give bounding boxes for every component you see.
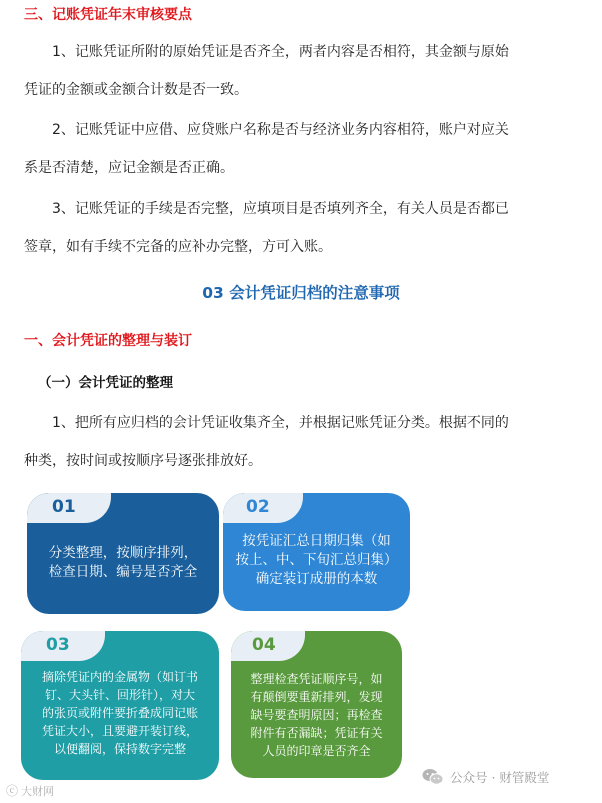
card-04-line-4: 附件有否漏缺；凭证有关 bbox=[250, 726, 383, 740]
paragraph-2-line1: 2、记账凭证中应借、应贷账户名称是否与经济业务内容相符，账户对应关 bbox=[52, 122, 509, 138]
card-03-line-1: 摘除凭证内的金属物（如订书 bbox=[41, 670, 198, 684]
section1-heading: 一、会计凭证的整理与装订 bbox=[24, 333, 192, 349]
card-03-line-5: 以便翻阅，保持数字完整 bbox=[53, 742, 186, 756]
card-01-line-1: 分类整理，按顺序排列， bbox=[48, 545, 198, 561]
card-02-line-3: 确定装订成册的本数 bbox=[255, 571, 378, 587]
card-01-text bbox=[27, 544, 219, 582]
card-04-line-1: 整理检查凭证顺序号，如 bbox=[250, 672, 383, 686]
card-01 bbox=[27, 493, 219, 614]
paragraph-1-line1: 1、记账凭证所附的原始凭证是否齐全，两者内容是否相符，其金额与原始 bbox=[52, 44, 509, 60]
card-03-line-4: 凭证大小，且要避开装订线， bbox=[41, 724, 198, 738]
paragraph-1-line2: 凭证的金额或金额合计数是否一致。 bbox=[24, 82, 248, 98]
card-02-line-1: 按凭证汇总日期归集（如 bbox=[242, 533, 391, 549]
card-03 bbox=[21, 631, 219, 780]
section3-heading: 三、记账凭证年末审核要点 bbox=[24, 7, 192, 23]
card-04-line-5: 人员的印章是否齐全 bbox=[262, 744, 371, 758]
card-01-line-2: 检查日期、编号是否齐全 bbox=[48, 564, 198, 580]
watermark-left bbox=[6, 782, 54, 799]
watermark-logo-icon: ⓒ bbox=[6, 784, 19, 798]
card-04-line-2: 有颠倒要重新排列，发现 bbox=[250, 690, 383, 704]
card-03-number: 03 bbox=[46, 635, 70, 655]
wechat-label: 公众号 · 财管殿堂 bbox=[450, 770, 550, 785]
card-03-text bbox=[21, 668, 219, 758]
watermark-left-text: 大财网 bbox=[21, 784, 55, 798]
card-04-number: 04 bbox=[252, 635, 276, 655]
paragraph-4-line1: 1、把所有应归档的会计凭证收集齐全，并根据记账凭证分类。根据不同的 bbox=[52, 415, 509, 431]
card-03-line-3: 的张页或附件要折叠成同记账 bbox=[41, 706, 198, 720]
card-02 bbox=[223, 493, 410, 611]
paragraph-4-line2: 种类，按时间或按顺序号逐张排放好。 bbox=[24, 453, 262, 469]
card-03-line-2: 钉、大头针、回形针），对大 bbox=[44, 688, 195, 702]
card-04 bbox=[231, 631, 402, 778]
card-02-number: 02 bbox=[246, 497, 270, 517]
wechat-watermark bbox=[422, 768, 549, 786]
card-02-text bbox=[223, 532, 410, 589]
paragraph-3-line1: 3、记账凭证的手续是否完整，应填项目是否填列齐全，有关人员是否都已 bbox=[52, 201, 509, 217]
card-01-number: 01 bbox=[52, 497, 76, 517]
wechat-icon bbox=[422, 768, 444, 786]
paragraph-2-line2: 系是否清楚，应记金额是否正确。 bbox=[24, 160, 234, 176]
section-title: 03 会计凭证归档的注意事项 bbox=[202, 284, 400, 302]
subheading: （一）会计凭证的整理 bbox=[38, 375, 173, 391]
paragraph-3-line2: 签章，如有手续不完备的应补办完整，方可入账。 bbox=[24, 239, 332, 255]
card-02-line-2: 按上、中、下旬汇总归集） bbox=[235, 552, 398, 568]
card-04-line-3: 缺号要查明原因；再检查 bbox=[250, 708, 383, 722]
card-04-text bbox=[231, 670, 402, 760]
